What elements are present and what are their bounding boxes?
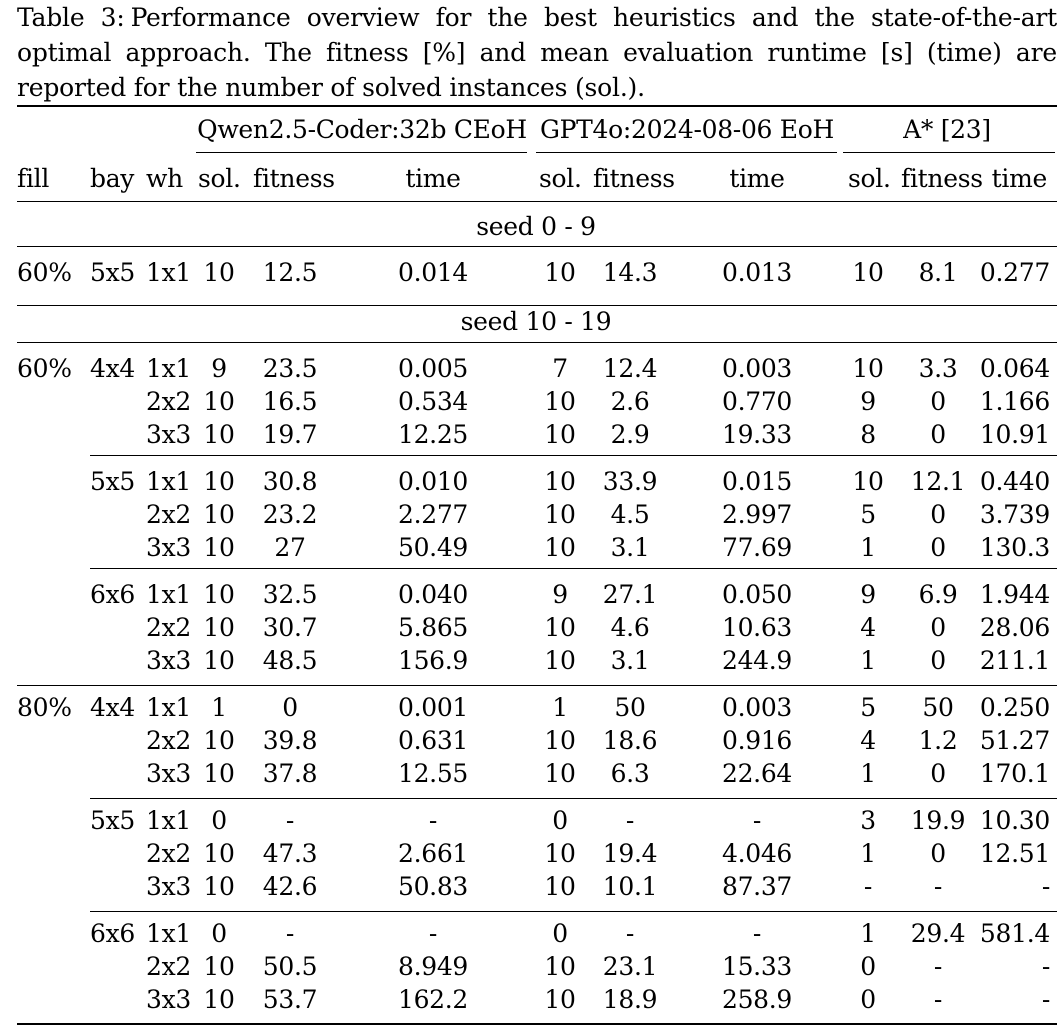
table-cell: 4.046 (721, 839, 793, 868)
table-cell: 10 (852, 258, 884, 287)
table-cell: 42.6 (262, 872, 318, 901)
table-cell: 10 (203, 613, 235, 642)
table-cell: 1x1 (146, 580, 192, 609)
table-cell: 1 (860, 839, 876, 868)
table-cell: 0.250 (979, 693, 1050, 722)
table-cell: 2x2 (146, 387, 192, 416)
table-cell: - (285, 919, 295, 948)
table-cell: 0 (860, 985, 876, 1014)
table-cell: 10 (544, 258, 576, 287)
table-cell: 0.631 (397, 726, 469, 755)
table-cell: 244.9 (721, 646, 793, 675)
table-cell: - (1041, 952, 1050, 981)
table-cell: 1 (860, 759, 876, 788)
table-cell: 18.9 (602, 985, 658, 1014)
caption-label: Table 3: (17, 3, 125, 32)
table-cell: 10 (203, 580, 235, 609)
column-header: time (991, 164, 1047, 193)
table-cell: 1.2 (918, 726, 958, 755)
group-separator-rule (90, 568, 1057, 569)
table-cell: 14.3 (602, 258, 658, 287)
table-caption (17, 0, 1057, 105)
table-cell: 0.770 (721, 387, 793, 416)
table-cell: 4 (860, 726, 876, 755)
section-rule (17, 342, 1057, 343)
table-cell: 2.277 (397, 500, 469, 529)
table-cell: 2x2 (146, 952, 192, 981)
table-cell: 0.277 (979, 258, 1050, 287)
column-header: fitness (593, 164, 675, 193)
table-cell: 12.51 (979, 839, 1050, 868)
table-cell: 3 (860, 806, 876, 835)
table-cell: - (863, 872, 873, 901)
table-cell: 12.25 (397, 420, 469, 449)
table-cell: 0.064 (979, 354, 1050, 383)
table-cell: 5.865 (397, 613, 469, 642)
table-cell: 1x1 (146, 467, 192, 496)
table-cell: 10 (544, 872, 576, 901)
table-cell: 19.7 (262, 420, 318, 449)
table-cell: 2x2 (146, 613, 192, 642)
table-cell: 9 (860, 387, 876, 416)
table-cell: 30.7 (262, 613, 318, 642)
table-cell: 5x5 (90, 467, 136, 496)
table-cell: 4 (860, 613, 876, 642)
table-cell: 2.997 (721, 500, 793, 529)
table-cell: 10 (544, 420, 576, 449)
table-cell: 16.5 (262, 387, 318, 416)
table-cell: 0 (282, 693, 298, 722)
table-cell: 3.1 (610, 533, 650, 562)
table-cell: 9 (552, 580, 568, 609)
table-cell: 47.3 (262, 839, 318, 868)
table-cell: 1x1 (146, 258, 192, 287)
table-cell: - (285, 806, 295, 835)
table-cell: 10 (203, 420, 235, 449)
table-cell: 10 (544, 500, 576, 529)
table-cell: 22.64 (721, 759, 793, 788)
table-cell: 10 (203, 839, 235, 868)
table-cell: 0 (930, 533, 946, 562)
table-cell: - (933, 872, 943, 901)
table-cell: 8.1 (918, 258, 958, 287)
table-cell: 19.9 (910, 806, 966, 835)
table-cell: 50 (922, 693, 954, 722)
table-cell: 23.5 (262, 354, 318, 383)
table-cell: 51.27 (979, 726, 1050, 755)
table-cell: 0.010 (397, 467, 469, 496)
table-cell: 50 (614, 693, 646, 722)
table-cell: 258.9 (721, 985, 793, 1014)
table-cell: 60% (17, 258, 72, 287)
table-cell: 7 (552, 354, 568, 383)
column-header: sol. (198, 164, 241, 193)
table-cell: 10 (544, 952, 576, 981)
table-cell: 1 (860, 533, 876, 562)
table-cell: 0.440 (979, 467, 1050, 496)
table-cell: 5 (860, 693, 876, 722)
group-header: A* [23] (903, 115, 991, 144)
table-cell: 9 (211, 354, 227, 383)
table-cell: 0.050 (721, 580, 793, 609)
table-cell: 0.001 (397, 693, 469, 722)
table-cell: 6x6 (90, 919, 136, 948)
table-cell: 0 (211, 806, 227, 835)
table-cell: 87.37 (721, 872, 793, 901)
table-cell: 12.4 (602, 354, 658, 383)
table-cell: 1.944 (979, 580, 1050, 609)
table-cell: 3.739 (979, 500, 1050, 529)
table-cell: 10.1 (602, 872, 658, 901)
table-cell: - (428, 919, 438, 948)
table-cell: 0 (930, 387, 946, 416)
caption-text: Performance overview for the best heuristics and the state-of-the-art optimal approach. The fitness [%] and mean evaluation runtime [s] (time) are reported for the number of solved instances (sol.). (17, 3, 1058, 102)
group-rule (196, 152, 527, 153)
table-cell: 0.013 (721, 258, 793, 287)
table-cell: 39.8 (262, 726, 318, 755)
table-cell: 10 (544, 646, 576, 675)
table-cell: 1x1 (146, 693, 192, 722)
table-cell: - (933, 952, 943, 981)
table-cell: 32.5 (262, 580, 318, 609)
table-cell: 0.003 (721, 354, 793, 383)
table-cell: 1 (211, 693, 227, 722)
table-cell: 0 (930, 613, 946, 642)
table-cell: 30.8 (262, 467, 318, 496)
table-cell: 3x3 (146, 420, 192, 449)
table-cell: 1x1 (146, 354, 192, 383)
table-cell: 2x2 (146, 726, 192, 755)
table-cell: 4x4 (90, 354, 136, 383)
table-cell: 0 (552, 919, 568, 948)
table-cell: 60% (17, 354, 72, 383)
table-cell: 211.1 (979, 646, 1050, 675)
table-cell: 10 (544, 759, 576, 788)
table-cell: 0 (930, 500, 946, 529)
group-header: Qwen2.5-Coder:32b CEoH (197, 115, 527, 144)
table-cell: 3x3 (146, 533, 192, 562)
table-cell: - (1041, 985, 1050, 1014)
table-cell: 19.4 (602, 839, 658, 868)
table-cell: 162.2 (397, 985, 469, 1014)
table-cell: 4.5 (610, 500, 650, 529)
table-cell: 8 (860, 420, 876, 449)
table-cell: - (933, 985, 943, 1014)
group-separator-rule (90, 911, 1057, 912)
group-rule (843, 152, 1055, 153)
table-cell: 10 (203, 872, 235, 901)
table-cell: 10 (203, 500, 235, 529)
table-cell: 10 (544, 533, 576, 562)
table-cell: 10 (203, 387, 235, 416)
section-title: seed 0 - 9 (476, 212, 596, 241)
column-header: fitness (253, 164, 335, 193)
table-cell: 0 (930, 420, 946, 449)
table-cell: 29.4 (910, 919, 966, 948)
table-cell: 10 (203, 467, 235, 496)
table-cell: 1x1 (146, 806, 192, 835)
table-cell: 10.63 (721, 613, 793, 642)
table-cell: 27.1 (602, 580, 658, 609)
table-cell: 10 (544, 839, 576, 868)
table-cell: 27 (274, 533, 306, 562)
table-cell: 0 (860, 952, 876, 981)
table-cell: 6.3 (610, 759, 650, 788)
table-cell: 0 (930, 759, 946, 788)
column-header: bay (90, 164, 135, 193)
table-cell: 130.3 (979, 533, 1050, 562)
table-cell: 2x2 (146, 839, 192, 868)
table-cell: 3x3 (146, 759, 192, 788)
table-cell: 1 (552, 693, 568, 722)
table-cell: 10 (203, 726, 235, 755)
table-cell: 3x3 (146, 872, 192, 901)
column-header: fill (17, 164, 50, 193)
table-cell: 0.040 (397, 580, 469, 609)
table-cell: 4x4 (90, 693, 136, 722)
table-cell: 10 (203, 985, 235, 1014)
table-cell: 0 (211, 919, 227, 948)
table-cell: 10 (852, 467, 884, 496)
table-cell: 15.33 (721, 952, 793, 981)
table-cell: 18.6 (602, 726, 658, 755)
table-cell: - (625, 806, 635, 835)
table-cell: 0 (552, 806, 568, 835)
table-cell: 3x3 (146, 985, 192, 1014)
section-title: seed 10 - 19 (460, 307, 612, 336)
table-cell: 1 (860, 646, 876, 675)
table-cell: 12.1 (910, 467, 966, 496)
table-cell: 0.916 (721, 726, 793, 755)
table-cell: 19.33 (721, 420, 793, 449)
table-cell: 48.5 (262, 646, 318, 675)
section-rule (17, 246, 1057, 247)
table-cell: 0 (930, 839, 946, 868)
table-cell: 23.2 (262, 500, 318, 529)
group-rule (536, 152, 837, 153)
group-separator-rule (90, 455, 1057, 456)
table-cell: 4.6 (610, 613, 650, 642)
table-cell: 0.015 (721, 467, 793, 496)
table-cell: 0 (930, 646, 946, 675)
table-cell: 10 (203, 952, 235, 981)
column-header: time (405, 164, 461, 193)
bottom-rule (17, 1023, 1057, 1025)
table-cell: 80% (17, 693, 72, 722)
table-cell: 10 (852, 354, 884, 383)
table-cell: 1x1 (146, 919, 192, 948)
top-rule (17, 105, 1057, 107)
group-separator-rule (17, 685, 1057, 686)
table-cell: 3x3 (146, 646, 192, 675)
table-cell: 10 (203, 258, 235, 287)
table-cell: 0.003 (721, 693, 793, 722)
table-cell: 37.8 (262, 759, 318, 788)
table-cell: 10 (203, 759, 235, 788)
table-cell: 10 (544, 985, 576, 1014)
table-cell: - (625, 919, 635, 948)
column-header: fitness (901, 164, 983, 193)
table-cell: 28.06 (979, 613, 1050, 642)
column-header: time (729, 164, 785, 193)
table-cell: 3.3 (918, 354, 958, 383)
column-header: sol. (539, 164, 582, 193)
table-cell: 2.661 (397, 839, 469, 868)
table-cell: 2.6 (610, 387, 650, 416)
table-cell: 53.7 (262, 985, 318, 1014)
table-cell: 2.9 (610, 420, 650, 449)
table-cell: 9 (860, 580, 876, 609)
table-cell: 50.83 (397, 872, 469, 901)
table-cell: 1.166 (979, 387, 1050, 416)
table-cell: 1 (860, 919, 876, 948)
header-rule (17, 201, 1057, 202)
table-cell: 0.534 (397, 387, 469, 416)
table-cell: 6.9 (918, 580, 958, 609)
table-cell: 0.014 (397, 258, 469, 287)
table-cell: 581.4 (979, 919, 1050, 948)
table-cell: 5x5 (90, 258, 136, 287)
table-cell: 12.55 (397, 759, 469, 788)
table-cell: 6x6 (90, 580, 136, 609)
table-cell: - (752, 919, 762, 948)
table-cell: - (428, 806, 438, 835)
table-cell: 0.005 (397, 354, 469, 383)
table-cell: 50.5 (262, 952, 318, 981)
table-cell: - (752, 806, 762, 835)
column-header: wh (146, 164, 183, 193)
table-cell: 10 (544, 467, 576, 496)
group-separator-rule (90, 798, 1057, 799)
table-cell: 10 (544, 613, 576, 642)
table-cell: 77.69 (721, 533, 793, 562)
table-cell: 5 (860, 500, 876, 529)
table-cell: 12.5 (262, 258, 318, 287)
table-cell: 10 (203, 533, 235, 562)
table-cell: 156.9 (397, 646, 469, 675)
table-cell: 10 (544, 726, 576, 755)
section-end-rule (17, 305, 1057, 306)
table-cell: 2x2 (146, 500, 192, 529)
table-cell: 10 (203, 646, 235, 675)
table-cell: 5x5 (90, 806, 136, 835)
table-cell: 10.30 (979, 806, 1050, 835)
table-cell: 8.949 (397, 952, 469, 981)
table-cell: 10 (544, 387, 576, 416)
group-header: GPT4o:2024-08-06 EoH (539, 115, 835, 144)
table-cell: - (1041, 872, 1050, 901)
table-cell: 3.1 (610, 646, 650, 675)
table-cell: 50.49 (397, 533, 469, 562)
column-header: sol. (848, 164, 891, 193)
table-cell: 10.91 (979, 420, 1050, 449)
table-cell: 33.9 (602, 467, 658, 496)
table-cell: 23.1 (602, 952, 658, 981)
table-cell: 170.1 (979, 759, 1050, 788)
